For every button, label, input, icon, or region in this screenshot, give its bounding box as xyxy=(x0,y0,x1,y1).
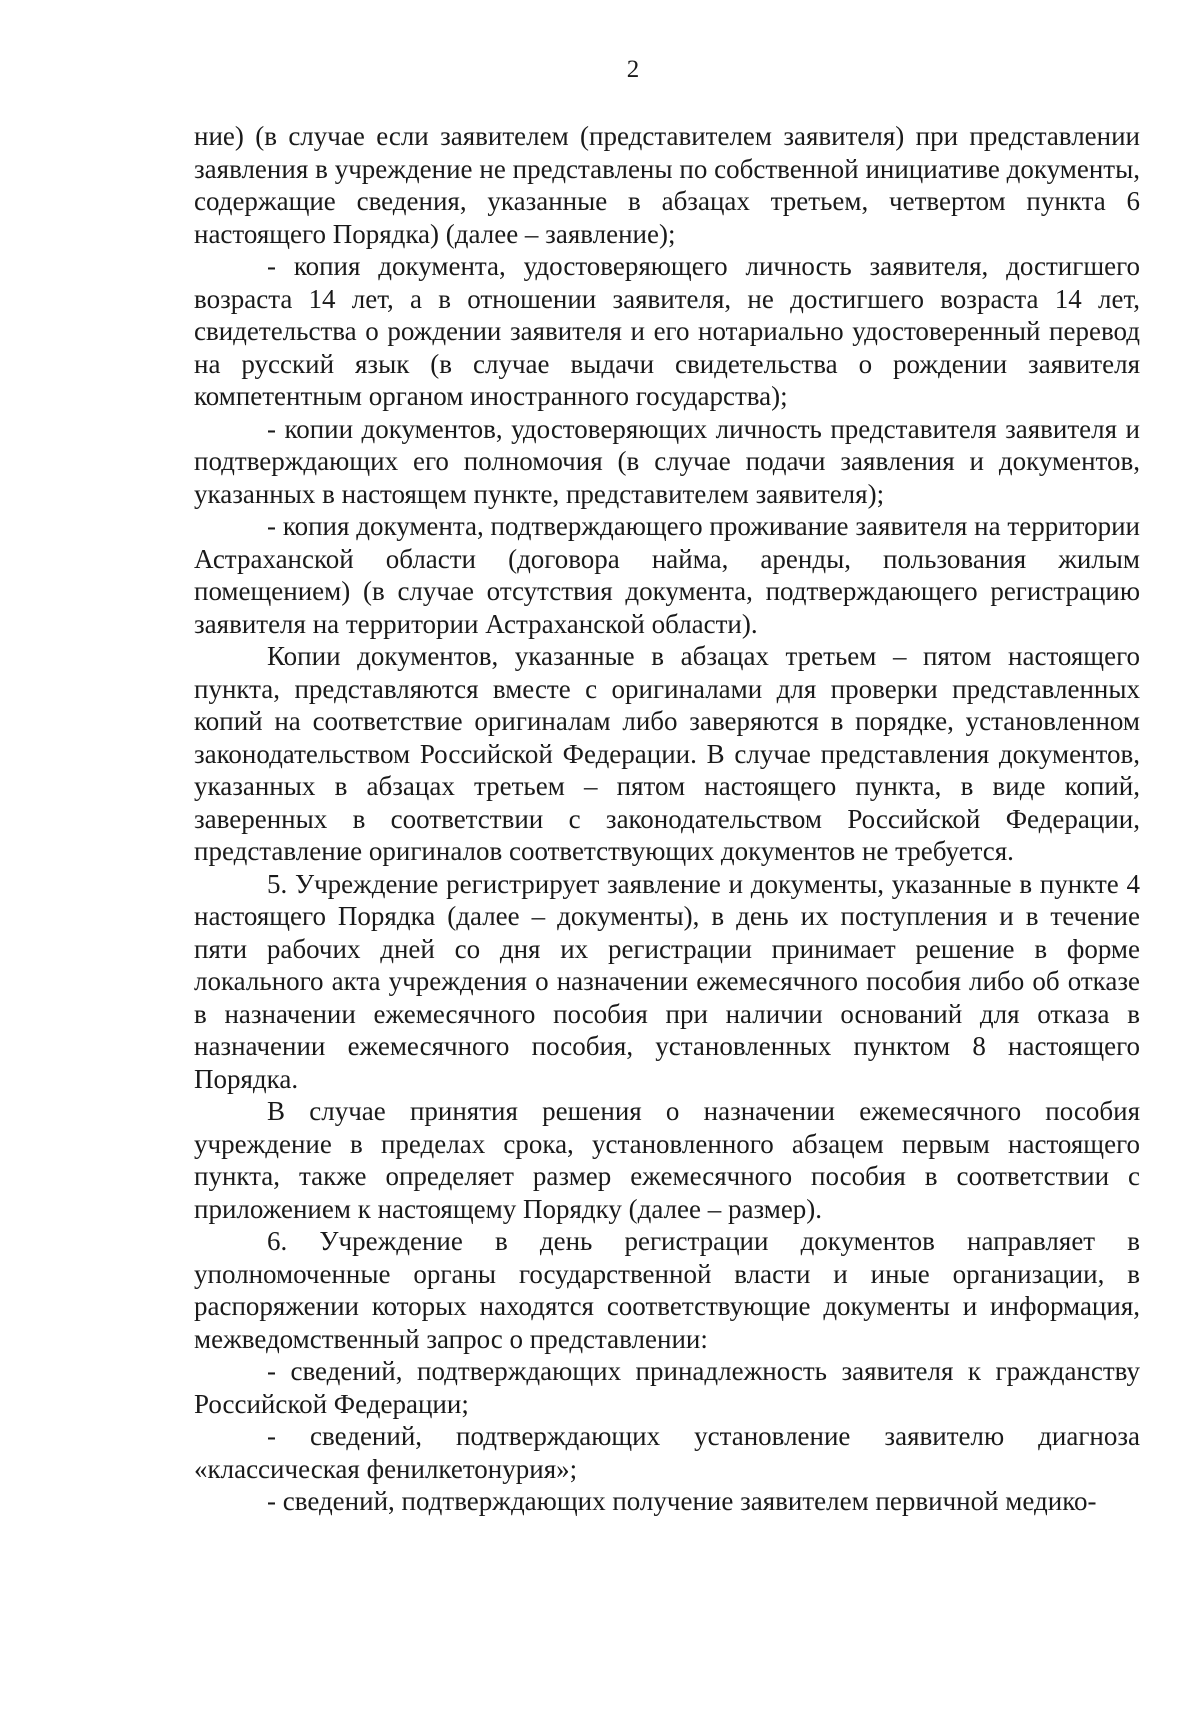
paragraph-list-item-diagnosis: - сведений, подтверждающих установление заявителю диагноза «классическая фенилкетонурия»; xyxy=(194,1421,1140,1484)
paragraph-clause-5: 5. Учреждение регистрирует заявление и документы, указанные в пункте 4 настоящего Порядка (далее – документы), в день их поступления и в течение пяти рабочих дней со дня их регистрации принимает решение в форме локального акта учреждения о назначении ежемесячного пособия либо об отказе в назначении ежемесячного пособия при наличии оснований для отказа в назначении ежемесячного пособия, установленных пунктом 8 настоящего Порядка. xyxy=(194,868,1140,1094)
paragraph-list-item-medical-care: - сведений, подтверждающих получение заявителем первичной медико- xyxy=(267,1486,1097,1516)
paragraph-clause-5-amount: В случае принятия решения о назначении ежемесячного пособия учреждение в пределах срока, установленного абзацем первым настоящего пункта, также определяет размер ежемесячного пособия в соответствии с приложением к настоящему Порядку (далее – размер). xyxy=(194,1096,1140,1224)
paragraph-copies-note: Копии документов, указанные в абзацах третьем – пятом настоящего пункта, представляются вместе с оригиналами для проверки представленных копий на соответствие оригиналам либо заверяются в порядке, установленном законодательством Российской Федерации. В случае представления документов, указанных в абзацах третьем – пятом настоящего пункта, в виде копий, заверенных в соответствии с законодательством Российской Федерации, представление оригиналов соответствующих документов не требуется. xyxy=(194,641,1140,866)
paragraph-clause-6: 6. Учреждение в день регистрации документов направляет в уполномоченные органы государственной власти и иные организации, в распоряжении которых находятся соответствующие документы и информация, межведомственный запрос о представлении: xyxy=(194,1226,1140,1354)
page-number: 2 xyxy=(626,56,640,83)
paragraph-list-item-identity-copy: - копия документа, удостоверяющего личность заявителя, достигшего возраста 14 лет, а в отношении заявителя, не достигшего возраста 14 лет, свидетельства о рождении заявителя и его нотариально удостоверенный перевод на русский язык (в случае выдачи свидетельства о рождении заявителя компетентным органом иностранного государства); xyxy=(194,251,1140,411)
paragraph-list-item-residence-copy: - копия документа, подтверждающего проживание заявителя на территории Астраханской области (договора найма, аренды, пользования жилым помещением) (в случае отсутствия документа, подтверждающего регистрацию заявителя на территории Астраханской области). xyxy=(194,511,1140,639)
document-body xyxy=(194,120,1140,1518)
paragraph-list-item-citizenship: - сведений, подтверждающих принадлежность заявителя к гражданству Российской Федерации; xyxy=(194,1356,1140,1419)
paragraph-list-item-representative-copy: - копии документов, удостоверяющих личность представителя заявителя и подтверждающих его полномочия (в случае подачи заявления и документов, указанных в настоящем пункте, представителем заявителя); xyxy=(194,413,1140,509)
paragraph-continuation: ние) (в случае если заявителем (представителем заявителя) при представлении заявления в учреждение не представлены по собственной инициативе документы, содержащие сведения, указанные в абзацах третьем, четвертом пункта 6 настоящего Порядка) (далее – заявление); xyxy=(194,121,1140,249)
